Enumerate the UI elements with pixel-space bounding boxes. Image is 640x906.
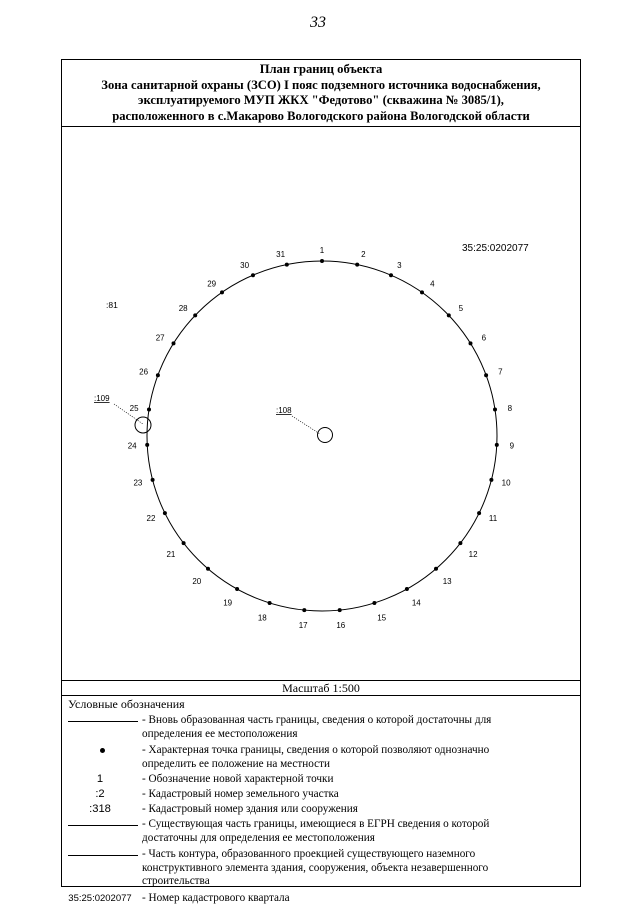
- title-block: [62, 60, 580, 127]
- boundary-point-label: 5: [458, 303, 464, 313]
- boundary-point-label: 1: [319, 246, 325, 255]
- boundary-point-dot: [489, 478, 493, 482]
- plan-drawing: [62, 127, 580, 680]
- boundary-point-label: 9: [509, 441, 515, 451]
- boundary-point-label: 30: [240, 261, 250, 271]
- boundary-point-dot: [372, 601, 376, 605]
- parcel-109-label: :109: [94, 394, 110, 403]
- boundary-point-label: 2: [361, 249, 366, 259]
- scale-label: Масштаб 1:500: [62, 680, 580, 696]
- legend-text: - Часть контура, образованного проекцией существующего наземного конструктивного элемента здания, сооружения, объекта незавершенного строительства: [142, 848, 489, 887]
- boundary-point-dot: [338, 608, 342, 612]
- boundary-point-label: 25: [129, 403, 139, 413]
- boundary-point-label: 20: [192, 577, 202, 587]
- boundary-point-dot: [302, 608, 306, 612]
- legend-text: - Вновь образованная часть границы, сведения о которой достаточны для определения ее местоположения: [142, 714, 492, 740]
- legend-symbol: 1: [96, 773, 104, 785]
- boundary-point-dot: [434, 567, 438, 571]
- boundary-point-label: 10: [501, 478, 511, 488]
- boundary-point-label: 4: [430, 279, 435, 289]
- boundary-point-dot: [477, 511, 481, 515]
- boundary-point-label: 6: [481, 333, 487, 343]
- legend-text: - Кадастровый номер земельного участка: [142, 788, 339, 800]
- title-line-3: эксплуатируемого МУП ЖКХ "Федотово" (скважина № 3085/1),: [138, 93, 504, 107]
- title-line-2: Зона санитарной охраны (ЗСО) I пояс подземного источника водоснабжения,: [101, 77, 541, 92]
- boundary-point-dot: [193, 313, 197, 317]
- boundary-point-dot: [320, 259, 324, 263]
- boundary-point-dot: [251, 273, 255, 277]
- boundary-point-dot: [285, 263, 289, 267]
- boundary-point-label: 16: [336, 621, 346, 630]
- boundary-point-dot: [220, 290, 224, 294]
- title-line-1: План границ объекта: [259, 62, 383, 76]
- boundary-point-dot: [163, 511, 167, 515]
- boundary-point-dot: [493, 408, 497, 412]
- boundary-point-dot: [147, 408, 151, 412]
- legend-symbol: :318: [89, 803, 111, 815]
- boundary-point-label: 31: [276, 249, 286, 259]
- parcel-108-leader: [292, 416, 320, 434]
- zone-boundary: [147, 261, 497, 611]
- quarter-label: 35:25:0202077: [462, 243, 529, 254]
- boundary-point-label: 22: [146, 513, 156, 523]
- boundary-point-label: 3: [397, 261, 402, 271]
- boundary-point-dot: [389, 273, 393, 277]
- boundary-point-label: 23: [133, 478, 143, 488]
- boundary-point-dot: [156, 373, 160, 377]
- legend-text: - Характерная точка границы, сведения о которой позволяют однозначно определить ее положение на местности: [142, 744, 490, 770]
- well-contour: [318, 428, 333, 443]
- boundary-point-label: 24: [127, 441, 137, 451]
- boundary-point-dot: [420, 290, 424, 294]
- legend-title: Условные обозначения: [68, 697, 185, 711]
- boundary-point-label: 26: [139, 367, 149, 377]
- boundary-point-dot: [151, 478, 155, 482]
- boundary-point-dot: [458, 541, 462, 545]
- boundary-point-label: 19: [223, 598, 233, 608]
- parcel-109-leader: [114, 404, 143, 424]
- boundary-point-label: 29: [207, 279, 217, 289]
- page-number: 33: [310, 14, 326, 31]
- legend-text: - Кадастровый номер здания или сооружения: [142, 803, 358, 815]
- legend-text: - Существующая часть границы, имеющиеся в ЕГРН сведения о которой достаточны для определения ее местоположения: [142, 818, 490, 844]
- boundary-point-dot: [355, 263, 359, 267]
- boundary-point-label: 8: [507, 403, 513, 413]
- boundary-point-dot: [469, 341, 473, 345]
- boundary-point-dot: [145, 443, 149, 447]
- title-line-4: расположенного в с.Макарово Вологодского района Вологодской области: [112, 108, 530, 123]
- boundary-point-dot: [495, 443, 499, 447]
- boundary-point-label: 11: [488, 513, 498, 523]
- boundary-point-dot: [206, 567, 210, 571]
- boundary-point-label: 18: [257, 613, 267, 623]
- boundary-point-label: 12: [468, 549, 478, 559]
- boundary-point-label: 7: [498, 367, 503, 377]
- boundary-plan: [62, 127, 580, 680]
- legend-symbol: 35:25:0202077: [68, 893, 132, 904]
- boundary-point-label: 21: [166, 549, 176, 559]
- boundary-point-dot: [447, 313, 451, 317]
- boundary-point-dot: [172, 341, 176, 345]
- legend-text: - Номер кадастрового квартала: [142, 892, 290, 904]
- document-frame: [61, 59, 581, 904]
- boundary-point-label: 27: [155, 333, 165, 343]
- boundary-point-label: 17: [298, 621, 308, 630]
- boundary-point-dot: [182, 541, 186, 545]
- structure-109-contour: [135, 417, 151, 433]
- boundary-points: [128, 246, 515, 630]
- boundary-point-dot: [268, 601, 272, 605]
- parcel-108-label: :108: [276, 406, 292, 415]
- boundary-point-dot: [405, 587, 409, 591]
- boundary-point-label: 28: [178, 303, 188, 313]
- legend-text: - Обозначение новой характерной точки: [142, 773, 334, 785]
- boundary-point-dot: [484, 373, 488, 377]
- boundary-point-dot: [235, 587, 239, 591]
- boundary-point-label: 15: [377, 613, 387, 623]
- boundary-point-label: 13: [442, 577, 452, 587]
- parcel-81-label: :81: [106, 300, 118, 310]
- legend-symbol: :2: [95, 788, 105, 800]
- boundary-point-label: 14: [411, 598, 421, 608]
